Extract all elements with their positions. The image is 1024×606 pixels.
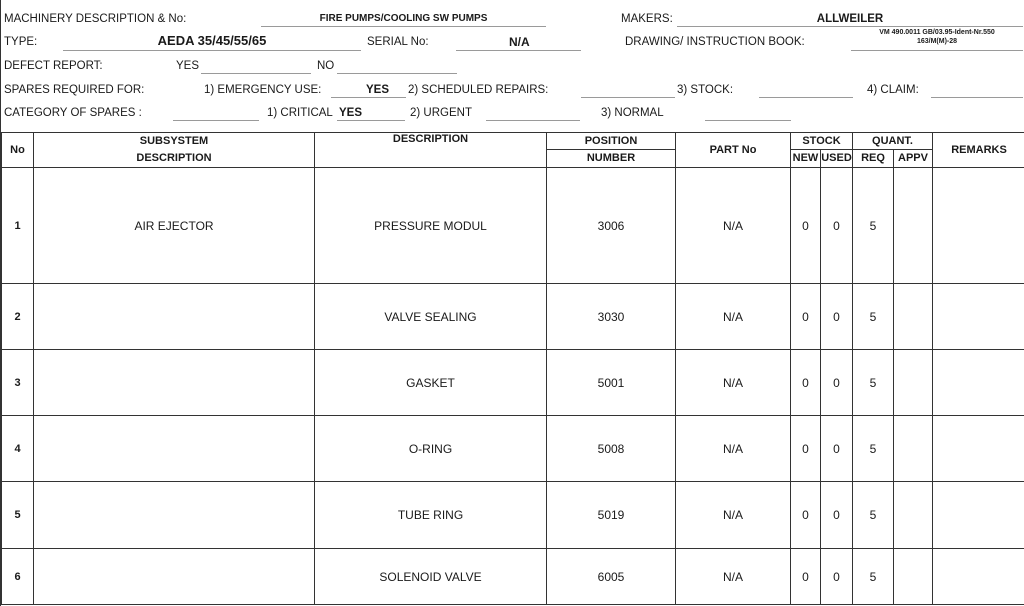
quant-appv-cell [894,416,933,482]
quant-req-cell: 5 [853,350,894,416]
header-position-2: NUMBER [547,150,676,168]
quant-req-cell: 5 [853,168,894,284]
defect-label: DEFECT REPORT: [4,60,103,72]
makers-label: MAKERS: [621,13,673,25]
stock-new-cell: 0 [791,416,821,482]
header-subsystem-2: DESCRIPTION [34,150,315,168]
table-row [2,168,1024,284]
position-cell: 5019 [547,482,676,549]
part-no-cell: N/A [676,416,791,482]
quant-req-cell: 5 [853,549,894,605]
part-no-cell: N/A [676,549,791,605]
stock-underline [759,97,853,98]
serial-underline [456,50,581,51]
scheduled-underline [581,97,675,98]
makers-underline [677,26,1023,27]
part-no-cell: N/A [676,284,791,350]
header-quant-appv: APPV [894,150,933,168]
machinery-label: MACHINERY DESCRIPTION & No: [4,13,187,25]
subsystem-cell [34,549,315,605]
stock-used-cell: 0 [821,168,853,284]
subsystem-cell [34,416,315,482]
category-underline [173,120,259,121]
machinery-value: FIRE PUMPS/COOLING SW PUMPS [319,13,488,24]
stock-used-cell: 0 [821,350,853,416]
stock-new-cell: 0 [791,482,821,549]
description-cell: VALVE SEALING [315,284,547,350]
defect-yes-underline [201,73,311,74]
position-cell: 5008 [547,416,676,482]
defect-no-label: NO [317,60,335,72]
spares-label: SPARES REQUIRED FOR: [4,84,145,96]
description-cell: TUBE RING [315,482,547,549]
defect-no-underline [337,73,457,74]
remarks-cell [933,482,1024,549]
type-value: AEDA 35/45/55/65 [157,33,267,48]
remarks-cell [933,168,1024,284]
header-remarks: REMARKS [933,133,1024,168]
position-cell: 5001 [547,350,676,416]
spares-table [1,132,1024,605]
drawing-value-line1: VM 490.0011 GB/03.95-Ident-Nr.550 [879,29,995,36]
header-description-text: DESCRIPTION [392,133,469,145]
type-underline [63,50,361,51]
header-subsystem-1: SUBSYSTEM [34,133,315,150]
critical-underline [337,120,405,121]
subsystem-cell [34,350,315,416]
stock-label: 3) STOCK: [677,84,734,96]
type-label: TYPE: [4,36,38,48]
remarks-cell [933,284,1024,350]
header-stock-new: NEW [791,150,821,168]
row-number: 5 [2,482,34,549]
description-cell: O-RING [315,416,547,482]
scheduled-label: 2) SCHEDULED REPAIRS: [408,84,549,96]
stock-new-cell: 0 [791,284,821,350]
quant-appv-cell [894,549,933,605]
claim-underline [931,97,1023,98]
normal-label: 3) NORMAL [601,107,664,119]
header-stock-used: USED [821,150,853,168]
row-number: 6 [2,549,34,605]
table-row [2,284,1024,350]
serial-label: SERIAL No: [367,36,429,48]
quant-appv-cell [894,482,933,549]
quant-appv-cell [894,350,933,416]
emergency-value: YES [366,84,390,96]
header-no: No [2,133,34,168]
urgent-label: 2) URGENT [410,107,472,119]
remarks-cell [933,350,1024,416]
emergency-label: 1) EMERGENCY USE: [204,84,322,96]
stock-new-cell: 0 [791,350,821,416]
part-no-cell: N/A [676,168,791,284]
header-quant-req: REQ [853,150,894,168]
row-number: 1 [2,168,34,284]
quant-req-cell: 5 [853,284,894,350]
row-number: 3 [2,350,34,416]
part-no-cell: N/A [676,350,791,416]
stock-new-cell: 0 [791,168,821,284]
machinery-underline [261,26,546,27]
header-part-no: PART No [676,133,791,168]
position-cell: 6005 [547,549,676,605]
stock-used-cell: 0 [821,284,853,350]
critical-label: 1) CRITICAL [267,107,333,119]
drawing-underline [851,50,1023,51]
stock-new-cell: 0 [791,549,821,605]
subsystem-cell [34,482,315,549]
description-cell: PRESSURE MODUL [315,168,547,284]
stock-used-cell: 0 [821,482,853,549]
subsystem-cell [34,284,315,350]
stock-used-cell: 0 [821,549,853,605]
quant-appv-cell [894,168,933,284]
normal-underline [705,120,791,121]
part-no-cell: N/A [676,482,791,549]
table-row [2,350,1024,416]
drawing-label: DRAWING/ INSTRUCTION BOOK: [625,36,805,48]
table-row [2,549,1024,605]
header-description [315,133,547,168]
serial-value: N/A [509,35,530,49]
makers-value: ALLWEILER [816,13,884,25]
claim-label: 4) CLAIM: [867,84,919,96]
remarks-cell [933,416,1024,482]
header-quant: QUANT. [853,133,933,150]
description-cell: SOLENOID VALVE [315,549,547,605]
urgent-underline [486,120,580,121]
remarks-cell [933,549,1024,605]
category-label: CATEGORY OF SPARES : [4,107,142,119]
quant-req-cell: 5 [853,416,894,482]
critical-value: YES [339,107,363,119]
position-cell: 3030 [547,284,676,350]
emergency-underline [331,97,406,98]
quant-req-cell: 5 [853,482,894,549]
header-stock: STOCK [791,133,853,150]
stock-used-cell: 0 [821,416,853,482]
description-cell: GASKET [315,350,547,416]
table-row [2,482,1024,549]
drawing-value-line2: 163/M(M)-28 [916,38,958,45]
row-number: 2 [2,284,34,350]
table-row [2,416,1024,482]
defect-yes-label: YES [176,60,200,72]
row-number: 4 [2,416,34,482]
quant-appv-cell [894,284,933,350]
header-position-1: POSITION [547,133,676,150]
position-cell: 3006 [547,168,676,284]
subsystem-cell: AIR EJECTOR [34,168,315,284]
